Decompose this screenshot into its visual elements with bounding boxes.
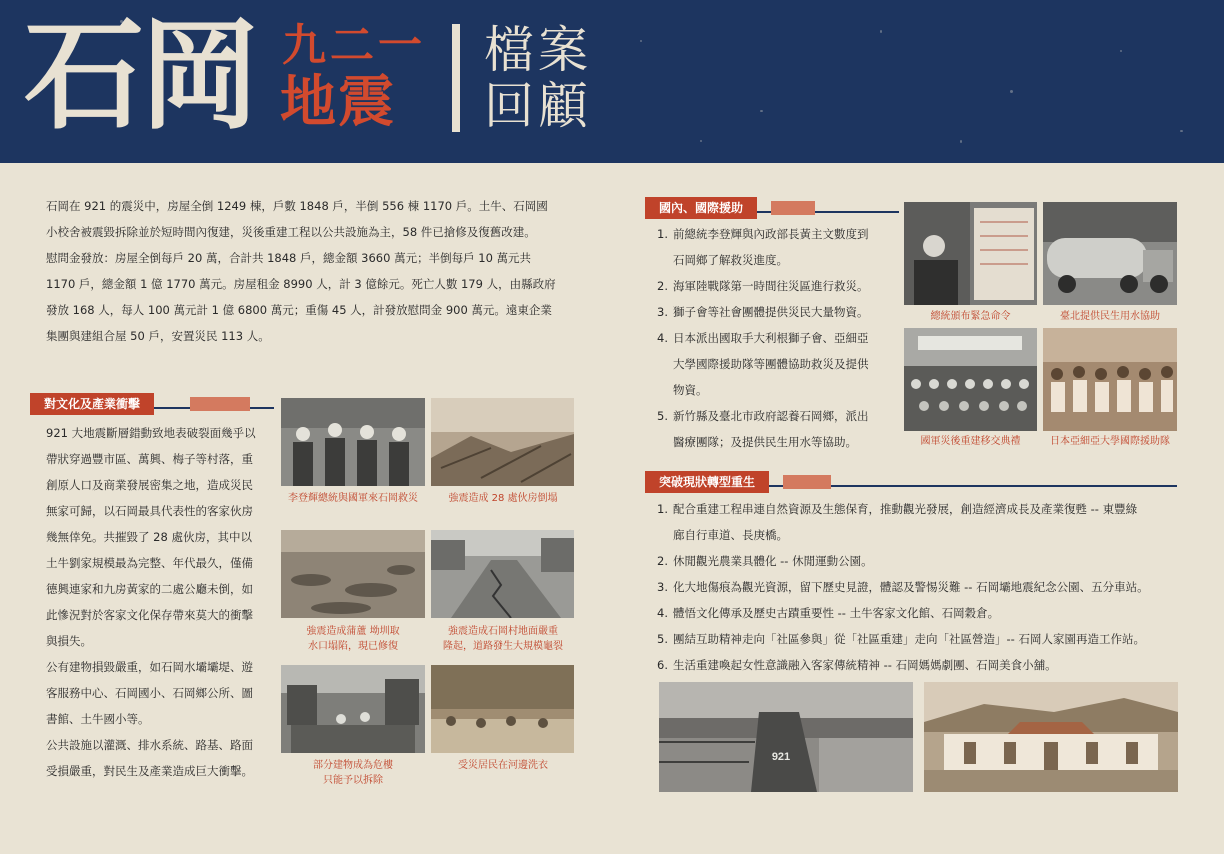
- heading-accent: [783, 475, 831, 489]
- culture-line: 公有建物損毀嚴重，如石岡水壩壩堤、遊: [46, 660, 253, 674]
- item-number: 1.: [657, 227, 668, 241]
- culture-line: 公共設施以灌溉、排水系統、路基、路面: [46, 738, 253, 752]
- item-number: 3.: [657, 580, 668, 594]
- item-line: 配合重建工程串連自然資源及生態保育，推動觀光發展，創造經濟成長及產業復甦 -- 東豐綠: [673, 502, 1138, 516]
- item-line: 體悟文化傳承及歷史古蹟重要性 -- 土牛客家文化館、石岡穀倉。: [673, 606, 1000, 620]
- intro-line: 小校舍被震毀拆除並於短時間內復建，災後重建工程以公共設施為主，58 件已搶修及復舊改建。: [46, 225, 536, 239]
- aid-item: [657, 273, 897, 299]
- item-line: 獅子會等社會團體提供災民大量物資。: [673, 305, 869, 319]
- item-number: 4.: [657, 606, 668, 620]
- aid-list: [657, 221, 897, 455]
- heading-accent: [190, 397, 250, 411]
- rebuild-item: [657, 496, 1181, 548]
- item-line: 物資。: [673, 383, 708, 397]
- caption-line: 隆起，道路發生大規模龜裂: [443, 641, 563, 652]
- caption-collapsed-houses: 強震造成 28 處伙房倒塌: [448, 493, 558, 504]
- photo-president-rescue: [281, 398, 425, 486]
- aid-item: [657, 221, 897, 273]
- rebuild-item: [657, 548, 1181, 574]
- item-line: 新竹縣及臺北市政府認養石岡鄉，派出: [673, 409, 869, 423]
- title-right-line1: 檔案: [484, 21, 592, 79]
- intro-line: 石岡在 921 的震災中，房屋全倒 1249 棟，戶數 1848 戶，半倒 556 棟 1170 戶。土牛、石岡國: [46, 199, 548, 213]
- photo-collapsed-houses: [431, 398, 574, 486]
- caption-dangerous-building: [278, 758, 428, 788]
- item-number: 6.: [657, 658, 668, 672]
- photo-road-crack: [431, 530, 574, 618]
- photo-dam-memorial: [659, 682, 913, 792]
- intro-line: 集團與建組合屋 50 戶，安置災民 113 人。: [46, 329, 270, 343]
- rebuild-item: [657, 574, 1181, 600]
- culture-line: 客服務中心、石岡國小、石岡鄉公所、圖: [46, 686, 253, 700]
- caption-line: 強震造成蒲蘆 坳圳取: [306, 626, 400, 637]
- caption-president-rescue: 李登輝總統與國軍來石岡救災: [288, 493, 418, 504]
- title-right-line2: 回顧: [484, 77, 592, 135]
- section-title: 對文化及產業衝擊: [30, 393, 154, 415]
- item-line: 團結互助精神走向「社區參與」從「社區重建」走向「社區營造」-- 石岡人家園再造工作站。: [673, 632, 1145, 646]
- item-line: 日本派出國取手大利根獅子會、亞細亞: [673, 331, 869, 345]
- photo-water-supply: [1043, 202, 1177, 305]
- rebuild-item: [657, 652, 1181, 678]
- item-number: 5.: [657, 409, 668, 423]
- culture-line: 書館、土牛國小等。: [46, 712, 150, 726]
- intro-paragraph: [46, 193, 574, 349]
- culture-line: 德興連家和九房黃家的二處公廳未倒，如: [46, 582, 253, 596]
- section-title: 突破現狀轉型重生: [645, 471, 769, 493]
- caption-line: 強震造成石岡村地面嚴重: [448, 626, 558, 637]
- photo-handover-ceremony: [904, 328, 1037, 431]
- caption-asia-university-team: 日本亞細亞大學國際援助隊: [1050, 436, 1170, 447]
- photo-921-label: 921: [771, 751, 791, 763]
- rebuild-item: [657, 626, 1181, 652]
- caption-emergency-decree: 總統頒布緊急命令: [930, 311, 1011, 322]
- culture-line: 此慘況對於客家文化保存帶來莫大的衝擊: [46, 608, 253, 622]
- title-main: 石岡: [24, 7, 256, 146]
- title-sub-921: 九二一: [282, 20, 426, 71]
- heading-accent: [771, 201, 815, 215]
- photo-asia-university-team: [1043, 328, 1177, 431]
- culture-paragraph: [46, 420, 278, 784]
- culture-line: 帶狀穿過豐市區、萬興、梅子等村落，重: [46, 452, 253, 466]
- item-number: 3.: [657, 305, 668, 319]
- title-divider: [452, 24, 460, 132]
- photo-dangerous-building: [281, 665, 425, 753]
- caption-road-crack: [428, 624, 578, 654]
- culture-line: 受損嚴重，對民生及產業造成巨大衝擊。: [46, 764, 253, 778]
- item-line: 大學國際援助隊等團體協助救災及提供: [673, 357, 869, 371]
- title-right: [484, 22, 592, 134]
- photo-emergency-decree: [904, 202, 1037, 305]
- photo-hakka-culture-hall: [924, 682, 1178, 792]
- item-line: 石岡鄉了解救災進度。: [673, 253, 788, 267]
- caption-line: 部分建物成為危樓: [313, 760, 393, 771]
- culture-line: 創原人口及商業發展密集之地，造成災民: [46, 478, 253, 492]
- caption-line: 只能予以拆除: [323, 775, 383, 786]
- culture-line: 921 大地震斷層錯動致地表破裂面幾乎以: [46, 426, 256, 440]
- aid-item: [657, 299, 897, 325]
- section-heading-aid: [645, 197, 899, 219]
- rebuild-list: [657, 496, 1181, 678]
- aid-item: [657, 403, 897, 455]
- intro-line: 慰問金發放：房屋全倒每戶 20 萬，合計共 1848 戶，總金額 3660 萬元；半倒每戶 10 萬元共: [46, 251, 532, 265]
- caption-riverside-washing: 受災居民在河邊洗衣: [458, 760, 548, 771]
- item-line: 海軍陸戰隊第一時間往災區進行救災。: [673, 279, 869, 293]
- section-title: 國內、國際援助: [645, 197, 757, 219]
- intro-line: 發放 168 人，每人 100 萬元計 1 億 6800 萬元；重傷 45 人，計發放慰問金 900 萬元。遠東企業: [46, 303, 552, 317]
- item-line: 化大地傷痕為觀光資源，留下歷史見證，體認及警惕災難 -- 石岡壩地震紀念公園、五分車站。: [673, 580, 1149, 594]
- item-number: 2.: [657, 554, 668, 568]
- photo-riverside-washing: [431, 665, 574, 753]
- caption-irrigation-damage: [278, 624, 428, 654]
- item-line: 醫療團隊；及提供民生用水等協助。: [673, 435, 857, 449]
- rebuild-item: [657, 600, 1181, 626]
- item-line: 前總統李登輝與內政部長黃主文數度到: [673, 227, 869, 241]
- item-number: 1.: [657, 502, 668, 516]
- aid-item: [657, 325, 897, 403]
- intro-line: 1170 戶，總金額 1 億 1770 萬元。房屋租金 8990 人，計 3 億餘元。死亡人數 179 人，由縣政府: [46, 277, 556, 291]
- culture-line: 無家可歸，以石岡最具代表性的客家伙房: [46, 504, 253, 518]
- header-banner: [0, 0, 1224, 163]
- culture-line: 土牛劉家規模最為完整、年代最久，僅備: [46, 556, 253, 570]
- photo-irrigation-damage: [281, 530, 425, 618]
- culture-line: 與損失。: [46, 634, 92, 648]
- culture-line: 幾無倖免。共摧毀了 28 處伙房，其中以: [46, 530, 252, 544]
- item-line: 生活重建喚起女性意識融入客家傳統精神 -- 石岡媽媽劇團、石岡美食小舖。: [673, 658, 1057, 672]
- item-number: 5.: [657, 632, 668, 646]
- caption-line: 水口塌陷，現已修復: [308, 641, 398, 652]
- item-line: 休閒觀光農業具體化 -- 休閒運動公園。: [673, 554, 873, 568]
- caption-handover-ceremony: 國軍災後重建移交典禮: [920, 436, 1021, 447]
- item-number: 2.: [657, 279, 668, 293]
- item-number: 4.: [657, 331, 668, 345]
- title-sub-earthquake: 地震: [280, 70, 396, 135]
- section-heading-culture: [30, 393, 274, 415]
- section-heading-rebuild: [645, 471, 1177, 493]
- item-line: 廊自行車道、長庚橋。: [673, 528, 788, 542]
- caption-water-supply: 臺北提供民生用水協助: [1060, 311, 1160, 322]
